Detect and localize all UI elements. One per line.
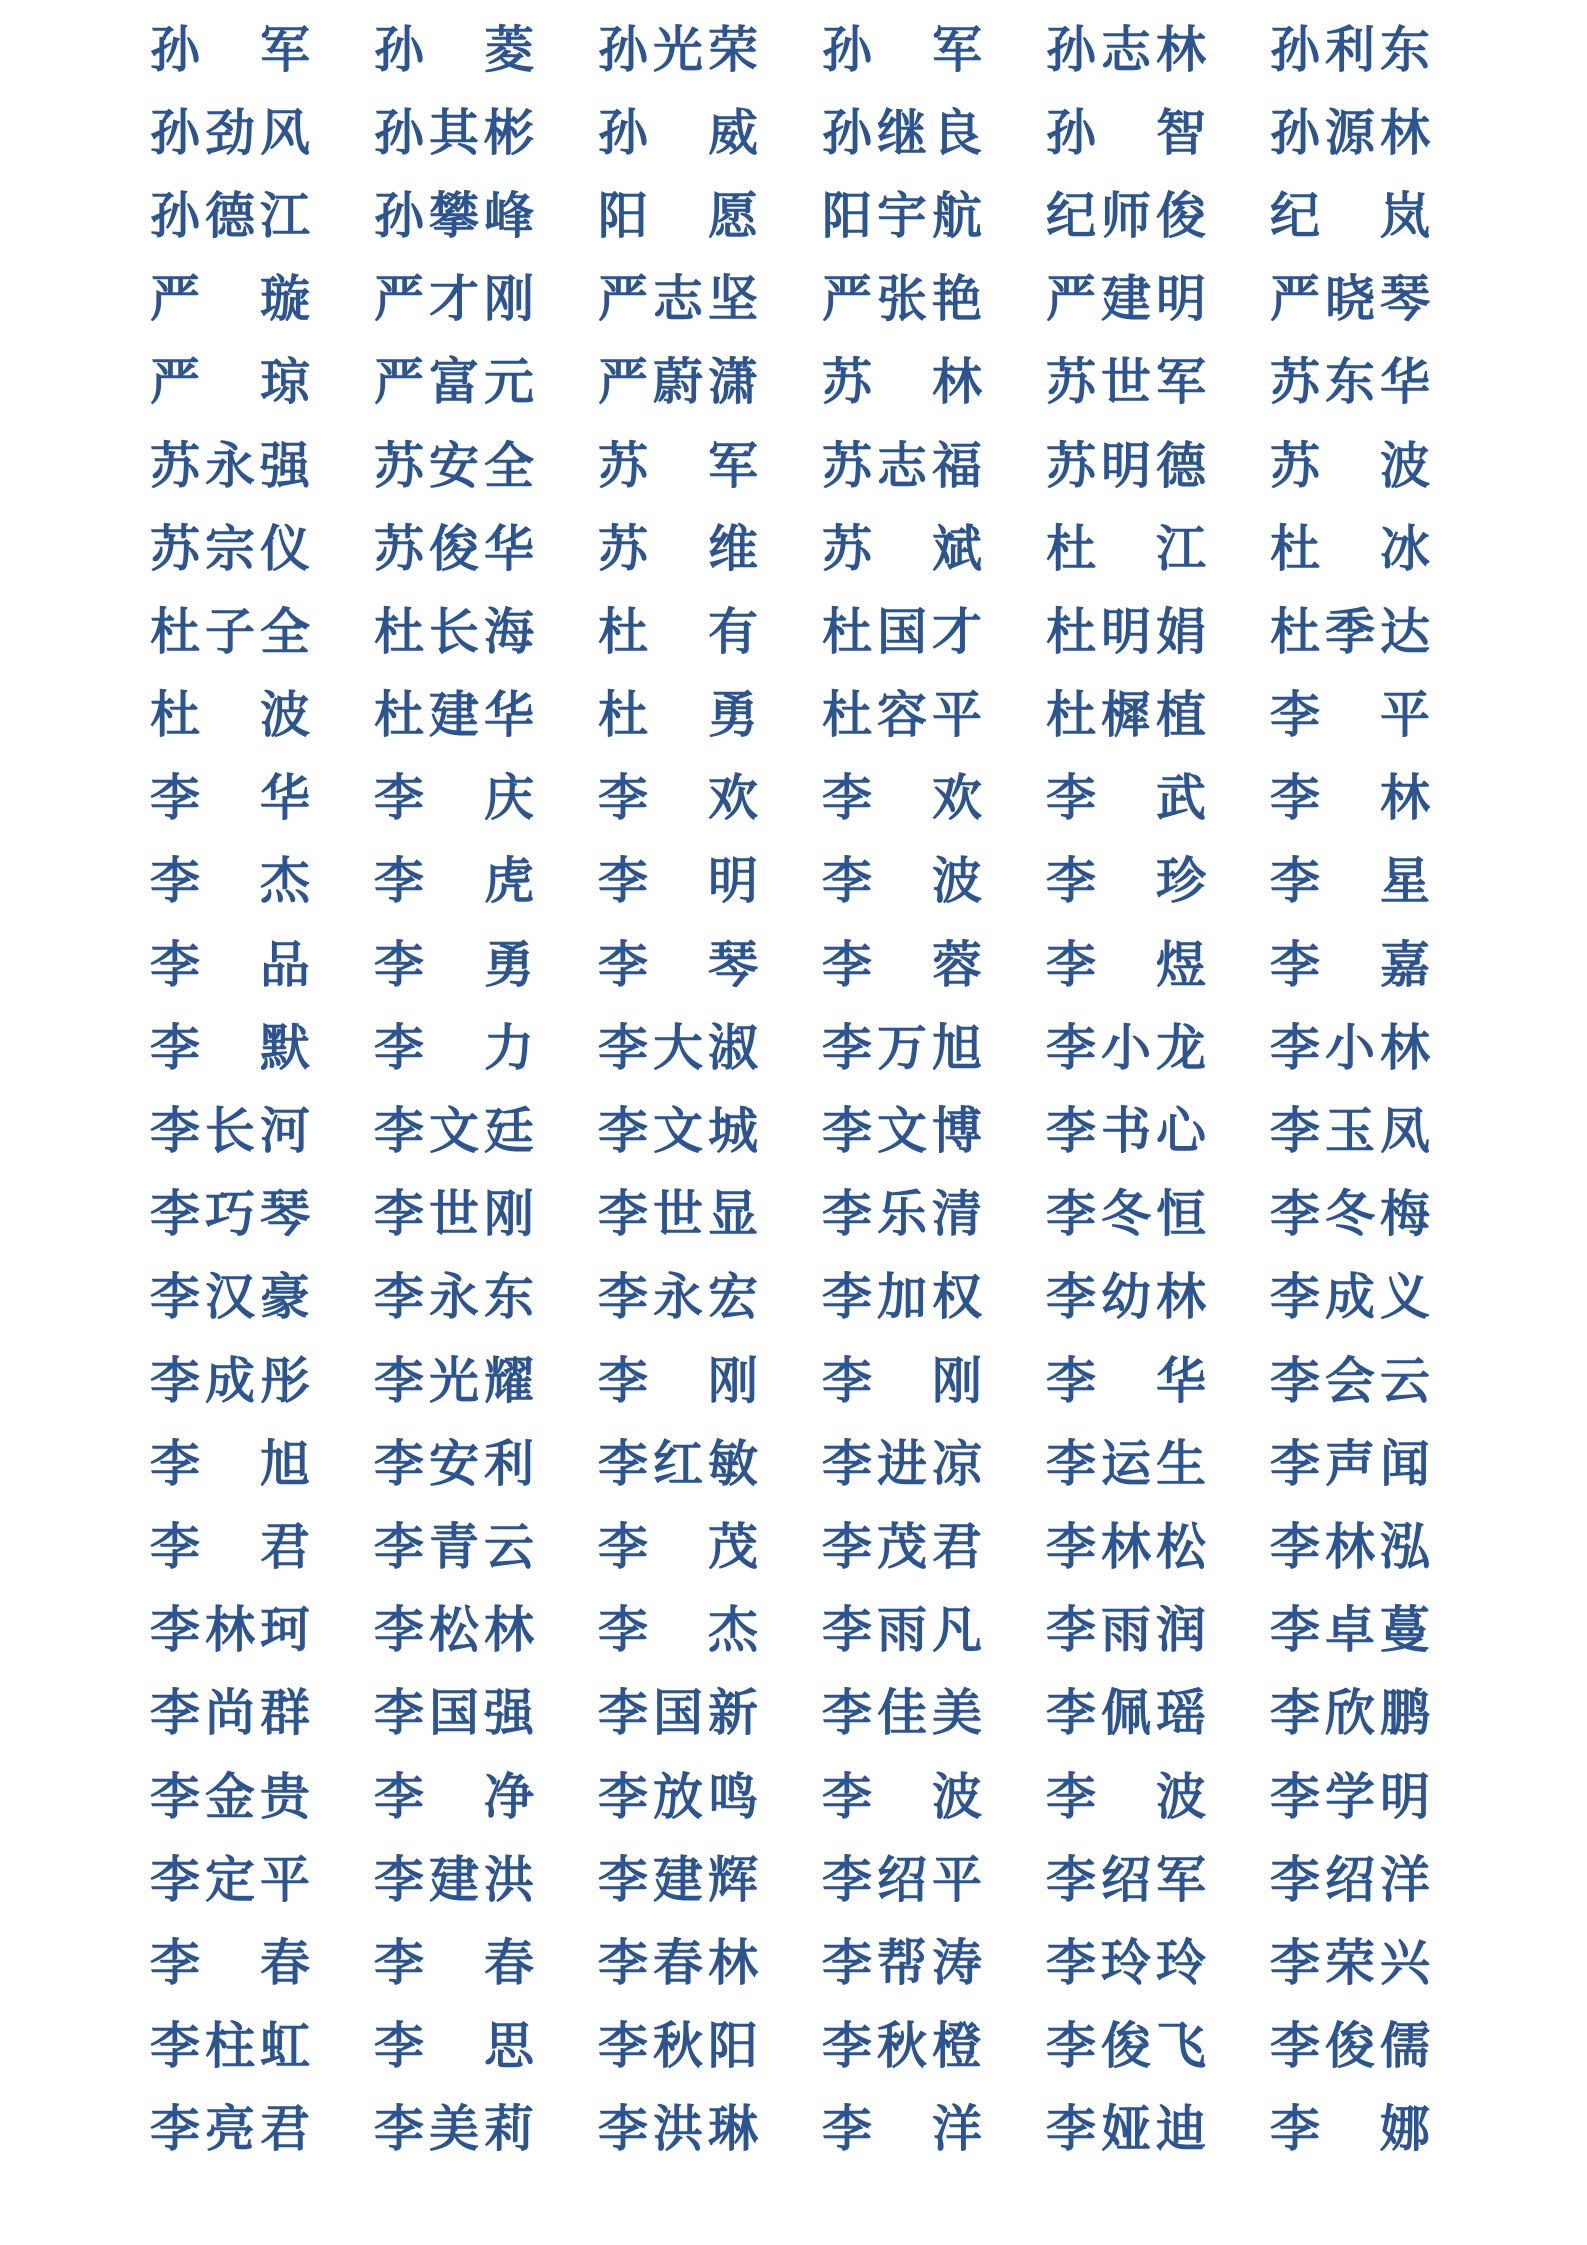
name-entry: 孙 德 江 <box>150 185 310 245</box>
name-entry: 李 雨 凡 <box>822 1600 982 1660</box>
name-entry: 李 俊 飞 <box>1046 2016 1206 2076</box>
name-entry: 李 杰 <box>598 1600 758 1660</box>
name-entry: 孙 智 <box>1046 102 1206 162</box>
name-entry: 李 松 林 <box>374 1600 534 1660</box>
name-entry: 严 志 坚 <box>598 269 758 329</box>
name-entry: 李 欣 鹏 <box>1270 1683 1430 1743</box>
name-entry: 李 珍 <box>1046 851 1206 911</box>
name-entry: 李 国 强 <box>374 1683 534 1743</box>
name-entry: 孙 军 <box>822 19 982 79</box>
name-entry: 李 红 敏 <box>598 1433 758 1493</box>
name-entry: 苏 林 <box>822 352 982 412</box>
name-entry: 杜 有 <box>598 601 758 661</box>
name-entry: 李 茂 君 <box>822 1516 982 1576</box>
name-entry: 杜 江 <box>1046 518 1206 578</box>
name-entry: 李 世 刚 <box>374 1184 534 1244</box>
name-entry: 李 庆 <box>374 768 534 828</box>
name-entry: 严 建 明 <box>1046 269 1206 329</box>
names-grid <box>150 8 1450 2171</box>
name-entry: 李 冬 恒 <box>1046 1184 1206 1244</box>
name-entry: 李 君 <box>150 1516 310 1576</box>
name-entry: 李 绍 洋 <box>1270 1849 1430 1909</box>
name-entry: 孙 继 良 <box>822 102 982 162</box>
name-entry: 杜 子 全 <box>150 601 310 661</box>
name-entry: 李 学 明 <box>1270 1766 1430 1826</box>
name-entry: 李 世 显 <box>598 1184 758 1244</box>
name-entry: 李 佩 瑶 <box>1046 1683 1206 1743</box>
name-entry: 李 尚 群 <box>150 1683 310 1743</box>
name-entry: 苏 世 军 <box>1046 352 1206 412</box>
name-entry: 李 国 新 <box>598 1683 758 1743</box>
name-entry: 李 林 <box>1270 768 1430 828</box>
name-entry: 李 林 珂 <box>150 1600 310 1660</box>
name-entry: 李 青 云 <box>374 1516 534 1576</box>
name-entry: 严 琼 <box>150 352 310 412</box>
name-entry: 李 幼 林 <box>1046 1267 1206 1327</box>
name-entry: 李 波 <box>822 851 982 911</box>
name-entry: 李 洪 琳 <box>598 2099 758 2159</box>
name-entry: 李 文 廷 <box>374 1101 534 1161</box>
name-entry: 李 思 <box>374 2016 534 2076</box>
name-entry: 李 卓 蔓 <box>1270 1600 1430 1660</box>
name-entry: 李 帮 涛 <box>822 1932 982 1992</box>
name-entry: 李 春 <box>374 1932 534 1992</box>
name-entry: 孙 威 <box>598 102 758 162</box>
name-entry: 孙 利 东 <box>1270 19 1430 79</box>
name-entry: 李 会 云 <box>1270 1350 1430 1410</box>
name-entry: 李 安 利 <box>374 1433 534 1493</box>
name-entry: 李 进 凉 <box>822 1433 982 1493</box>
name-entry: 苏 宗 仪 <box>150 518 310 578</box>
name-entry: 李 净 <box>374 1766 534 1826</box>
name-entry: 李 玉 凤 <box>1270 1101 1430 1161</box>
name-entry: 李 运 生 <box>1046 1433 1206 1493</box>
name-entry: 李 小 龙 <box>1046 1017 1206 1077</box>
name-entry: 李 汉 豪 <box>150 1267 310 1327</box>
name-entry: 阳 愿 <box>598 185 758 245</box>
name-entry: 杜 冰 <box>1270 518 1430 578</box>
name-entry: 李 默 <box>150 1017 310 1077</box>
name-entry: 李 成 彤 <box>150 1350 310 1410</box>
name-entry: 李 柱 虹 <box>150 2016 310 2076</box>
name-entry: 李 声 闻 <box>1270 1433 1430 1493</box>
name-entry: 李 光 耀 <box>374 1350 534 1410</box>
name-entry: 严 蔚 潇 <box>598 352 758 412</box>
name-entry: 李 煜 <box>1046 934 1206 994</box>
name-entry: 李 俊 儒 <box>1270 2016 1430 2076</box>
name-entry: 李 力 <box>374 1017 534 1077</box>
name-entry: 李 洋 <box>822 2099 982 2159</box>
name-entry: 李 秋 橙 <box>822 2016 982 2076</box>
name-entry: 李 文 城 <box>598 1101 758 1161</box>
name-entry: 李 绍 平 <box>822 1849 982 1909</box>
name-entry: 苏 永 强 <box>150 435 310 495</box>
name-entry: 李 永 宏 <box>598 1267 758 1327</box>
name-entry: 杜 樨 植 <box>1046 685 1206 745</box>
name-entry: 李 文 博 <box>822 1101 982 1161</box>
name-entry: 李 春 林 <box>598 1932 758 1992</box>
name-entry: 李 建 洪 <box>374 1849 534 1909</box>
name-entry: 苏 安 全 <box>374 435 534 495</box>
name-entry: 李 华 <box>150 768 310 828</box>
name-entry: 李 书 心 <box>1046 1101 1206 1161</box>
name-entry: 苏 志 福 <box>822 435 982 495</box>
name-entry: 苏 维 <box>598 518 758 578</box>
name-entry: 李 武 <box>1046 768 1206 828</box>
name-entry: 李 长 河 <box>150 1101 310 1161</box>
name-entry: 李 建 辉 <box>598 1849 758 1909</box>
name-entry: 李 秋 阳 <box>598 2016 758 2076</box>
name-entry: 纪 师 俊 <box>1046 185 1206 245</box>
name-entry: 李 大 淑 <box>598 1017 758 1077</box>
name-entry: 孙 其 彬 <box>374 102 534 162</box>
name-entry: 李 玲 玲 <box>1046 1932 1206 1992</box>
name-entry: 李 平 <box>1270 685 1430 745</box>
name-entry: 李 嘉 <box>1270 934 1430 994</box>
name-entry: 李 欢 <box>598 768 758 828</box>
name-entry: 李 巧 琴 <box>150 1184 310 1244</box>
name-entry: 李 茂 <box>598 1516 758 1576</box>
name-entry: 杜 波 <box>150 685 310 745</box>
name-entry: 李 蓉 <box>822 934 982 994</box>
name-entry: 李 荣 兴 <box>1270 1932 1430 1992</box>
name-entry: 严 张 艳 <box>822 269 982 329</box>
name-entry: 李 勇 <box>374 934 534 994</box>
name-entry: 苏 波 <box>1270 435 1430 495</box>
name-entry: 李 成 义 <box>1270 1267 1430 1327</box>
name-entry: 李 旭 <box>150 1433 310 1493</box>
name-entry: 李 放 鸣 <box>598 1766 758 1826</box>
name-entry: 李 波 <box>822 1766 982 1826</box>
name-entry: 李 冬 梅 <box>1270 1184 1430 1244</box>
name-entry: 苏 俊 华 <box>374 518 534 578</box>
name-entry: 李 春 <box>150 1932 310 1992</box>
name-entry: 李 明 <box>598 851 758 911</box>
name-entry: 李 永 东 <box>374 1267 534 1327</box>
name-entry: 李 小 林 <box>1270 1017 1430 1077</box>
name-entry: 孙 志 林 <box>1046 19 1206 79</box>
name-entry: 李 杰 <box>150 851 310 911</box>
name-entry: 孙 劲 风 <box>150 102 310 162</box>
name-entry: 李 星 <box>1270 851 1430 911</box>
name-entry: 杜 建 华 <box>374 685 534 745</box>
name-entry: 李 定 平 <box>150 1849 310 1909</box>
name-entry: 孙 菱 <box>374 19 534 79</box>
name-entry: 严 璇 <box>150 269 310 329</box>
name-entry: 阳 宇 航 <box>822 185 982 245</box>
name-entry: 李 琴 <box>598 934 758 994</box>
name-entry: 严 晓 琴 <box>1270 269 1430 329</box>
name-entry: 孙 光 荣 <box>598 19 758 79</box>
name-entry: 李 佳 美 <box>822 1683 982 1743</box>
name-entry: 李 波 <box>1046 1766 1206 1826</box>
name-entry: 李 虎 <box>374 851 534 911</box>
name-entry: 杜 容 平 <box>822 685 982 745</box>
name-entry: 严 才 刚 <box>374 269 534 329</box>
name-entry: 杜 季 达 <box>1270 601 1430 661</box>
name-entry: 纪 岚 <box>1270 185 1430 245</box>
name-entry: 李 刚 <box>598 1350 758 1410</box>
name-entry: 李 华 <box>1046 1350 1206 1410</box>
name-entry: 苏 军 <box>598 435 758 495</box>
name-entry: 李 美 莉 <box>374 2099 534 2159</box>
name-entry: 杜 勇 <box>598 685 758 745</box>
name-entry: 孙 攀 峰 <box>374 185 534 245</box>
name-entry: 苏 明 德 <box>1046 435 1206 495</box>
name-entry: 李 雨 润 <box>1046 1600 1206 1660</box>
name-entry: 杜 明 娟 <box>1046 601 1206 661</box>
name-entry: 李 刚 <box>822 1350 982 1410</box>
name-entry: 严 富 元 <box>374 352 534 412</box>
name-entry: 李 加 权 <box>822 1267 982 1327</box>
name-entry: 李 绍 军 <box>1046 1849 1206 1909</box>
name-entry: 苏 东 华 <box>1270 352 1430 412</box>
name-entry: 李 万 旭 <box>822 1017 982 1077</box>
name-entry: 李 娅 迪 <box>1046 2099 1206 2159</box>
name-entry: 李 亮 君 <box>150 2099 310 2159</box>
name-entry: 李 金 贵 <box>150 1766 310 1826</box>
name-entry: 李 乐 清 <box>822 1184 982 1244</box>
name-entry: 李 欢 <box>822 768 982 828</box>
name-entry: 杜 国 才 <box>822 601 982 661</box>
name-entry: 李 林 泓 <box>1270 1516 1430 1576</box>
name-entry: 李 娜 <box>1270 2099 1430 2159</box>
name-entry: 苏 斌 <box>822 518 982 578</box>
name-entry: 孙 军 <box>150 19 310 79</box>
name-entry: 孙 源 林 <box>1270 102 1430 162</box>
name-entry: 李 品 <box>150 934 310 994</box>
name-entry: 李 林 松 <box>1046 1516 1206 1576</box>
name-entry: 杜 长 海 <box>374 601 534 661</box>
